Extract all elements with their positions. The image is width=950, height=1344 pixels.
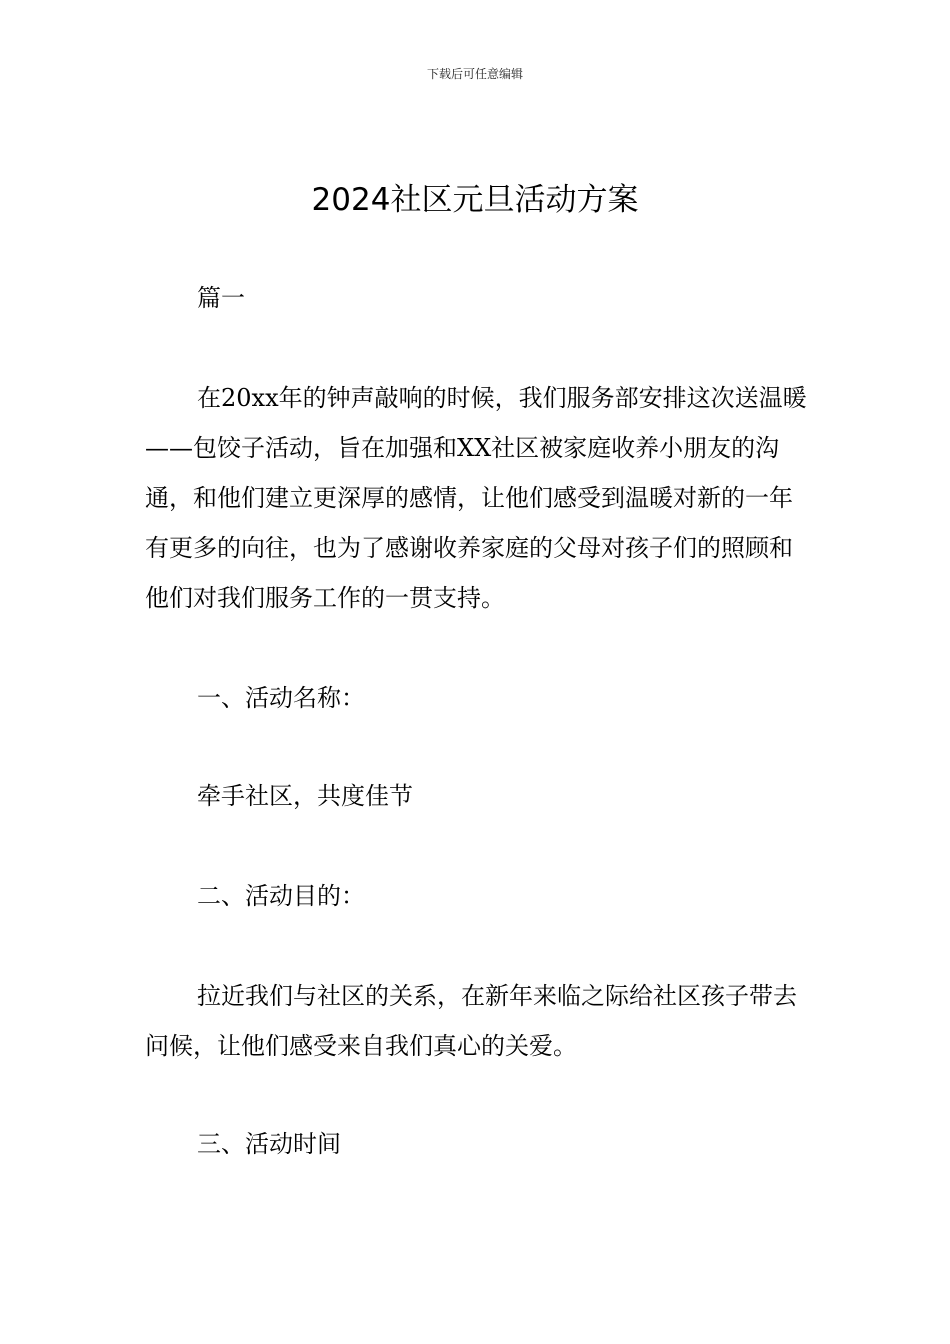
section-label: 篇一 — [197, 284, 245, 312]
activity-name-text: 牵手社区，共度佳节 — [197, 782, 413, 810]
document-title: 2024社区元旦活动方案 — [311, 182, 639, 218]
purpose-paragraph: 拉近我们与社区的关系，在新年来临之际给社区孩子带去问候，让他们感受来自我们真心的关爱。 — [145, 982, 797, 1060]
header-note: 下载后可任意编辑 — [426, 67, 523, 81]
intro-paragraph: 在20xx年的钟声敲响的时候，我们服务部安排这次送温暖——包饺子活动，旨在加强和XX社区被家庭收养小朋友的沟通，和他们建立更深厚的感情，让他们感受到温暖对新的一年有更多的向往，也为了感谢收养家庭的父母对孩子们的照顾和他们对我们服务工作的一贯支持。 — [145, 384, 807, 612]
heading-activity-purpose: 二、活动目的： — [197, 882, 365, 910]
heading-activity-time: 三、活动时间 — [197, 1130, 341, 1158]
heading-activity-name: 一、活动名称： — [197, 684, 365, 712]
